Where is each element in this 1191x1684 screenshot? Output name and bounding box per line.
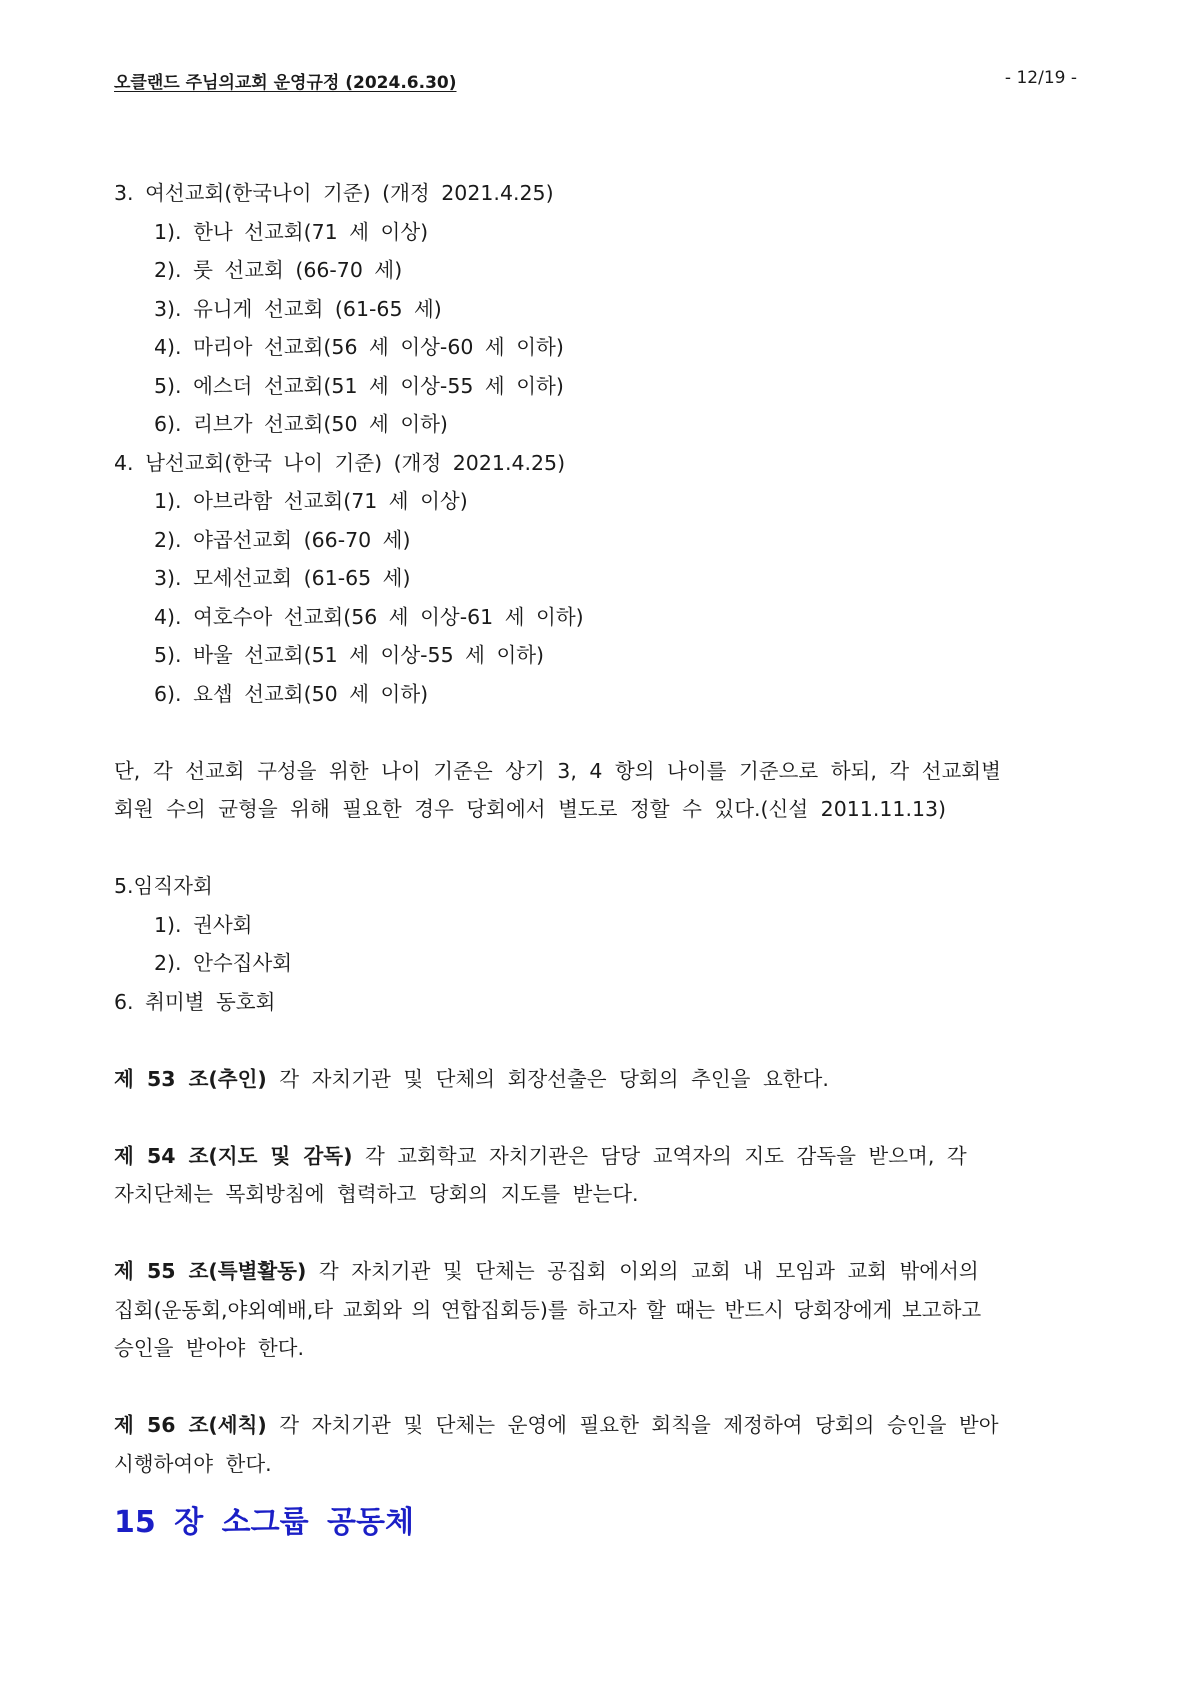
- age-note-paragraph: [114, 752, 1084, 829]
- article-line: [114, 1406, 1084, 1445]
- list-item: 4). 마리아 선교회(56 세 이상-60 세 이하): [154, 335, 564, 359]
- list-item: 6). 요셉 선교회(50 세 이하): [154, 681, 429, 706]
- article-56: [114, 1406, 1084, 1483]
- list-item: 5). 에스더 선교회(51 세 이상-55 세 이하): [154, 373, 564, 398]
- list-item: 2). 안수집사회: [154, 951, 293, 975]
- paragraph-line: 단, 각 선교회 구성을 위한 나이 기준은 상기 3, 4 항의 나이를 기준으로 하되, 각 선교회별: [114, 758, 1001, 783]
- spacer: [114, 829, 1084, 868]
- article-heading: 제 54 조(지도 및 감독): [114, 1143, 353, 1168]
- paragraph-line: 회원 수의 균형을 위해 필요한 경우 당회에서 별도로 정할 수 있다.(신설 2011.11.13): [114, 797, 947, 821]
- list-item: 3). 모세선교회 (61-65 세): [154, 566, 411, 590]
- list-item: 4). 여호수아 선교회(56 세 이상-61 세 이하): [154, 604, 584, 629]
- article-heading: 제 55 조(특별활동): [114, 1259, 307, 1283]
- spacer: [114, 1214, 1084, 1253]
- article-line: [114, 1060, 1084, 1099]
- article-text: 각 자치기관 및 단체의 회장선출은 당회의 추인을 요한다.: [266, 1066, 829, 1091]
- section-officers: [114, 867, 1084, 983]
- section-title: 5.임직자회: [114, 874, 213, 898]
- article-text: 승인을 받아야 한다.: [114, 1336, 304, 1360]
- section-hobby-clubs-title: 6. 취미별 동호회: [114, 989, 276, 1014]
- article-text: 각 교회학교 자치기관은 담당 교역자의 지도 감독을 받으며, 각: [352, 1143, 967, 1168]
- article-heading: 제 53 조(추인): [114, 1066, 267, 1091]
- page-header: [114, 68, 1077, 94]
- section-mens-mission: [114, 444, 1084, 714]
- article-53: [114, 1060, 1084, 1099]
- page-number: - 12/19 -: [1004, 68, 1077, 88]
- list-item: 1). 권사회: [154, 912, 253, 937]
- article-line: [114, 1252, 1084, 1291]
- article-text: 각 자치기관 및 단체는 공집회 이외의 교회 내 모임과 교회 밖에서의: [306, 1259, 979, 1283]
- article-text: 시행하여야 한다.: [114, 1451, 272, 1476]
- list-item: 2). 야곱선교회 (66-70 세): [154, 527, 411, 552]
- spacer: [114, 1021, 1084, 1060]
- chapter-heading: 15 장 소그룹 공동체: [114, 1505, 414, 1540]
- spacer: [114, 1368, 1084, 1407]
- list-item: 6). 리브가 선교회(50 세 이하): [154, 412, 448, 436]
- article-text: 자치단체는 목회방침에 협력하고 당회의 지도를 받는다.: [114, 1182, 639, 1206]
- list-item: 1). 아브라함 선교회(71 세 이상): [154, 489, 468, 513]
- list-item: 3). 유니게 선교회 (61-65 세): [154, 296, 442, 321]
- article-55: [114, 1252, 1084, 1368]
- spacer: [114, 713, 1084, 752]
- spacer: [114, 1098, 1084, 1137]
- section-title: 4. 남선교회(한국 나이 기준) (개정 2021.4.25): [114, 450, 566, 475]
- list-item: 5). 바울 선교회(51 세 이상-55 세 이하): [154, 643, 545, 667]
- article-text: 집회(운동회,야외예배,타 교회와 의 연합집회등)를 하고자 할 때는 반드시 당회장에게 보고하고: [114, 1297, 982, 1322]
- article-text: 각 자치기관 및 단체는 운영에 필요한 회칙을 제정하여 당회의 승인을 받아: [266, 1413, 999, 1437]
- document-body: [114, 174, 1084, 1549]
- article-54: [114, 1137, 1084, 1214]
- document-title: 오클랜드 주님의교회 운영규정 (2024.6.30): [114, 73, 457, 93]
- section-title: 3. 여선교회(한국나이 기준) (개정 2021.4.25): [114, 181, 554, 205]
- article-line: [114, 1137, 1084, 1176]
- article-heading: 제 56 조(세칙): [114, 1413, 267, 1437]
- list-item: 2). 룻 선교회 (66-70 세): [154, 258, 403, 282]
- section-womens-mission: [114, 174, 1084, 444]
- list-item: 1). 한나 선교회(71 세 이상): [154, 219, 429, 244]
